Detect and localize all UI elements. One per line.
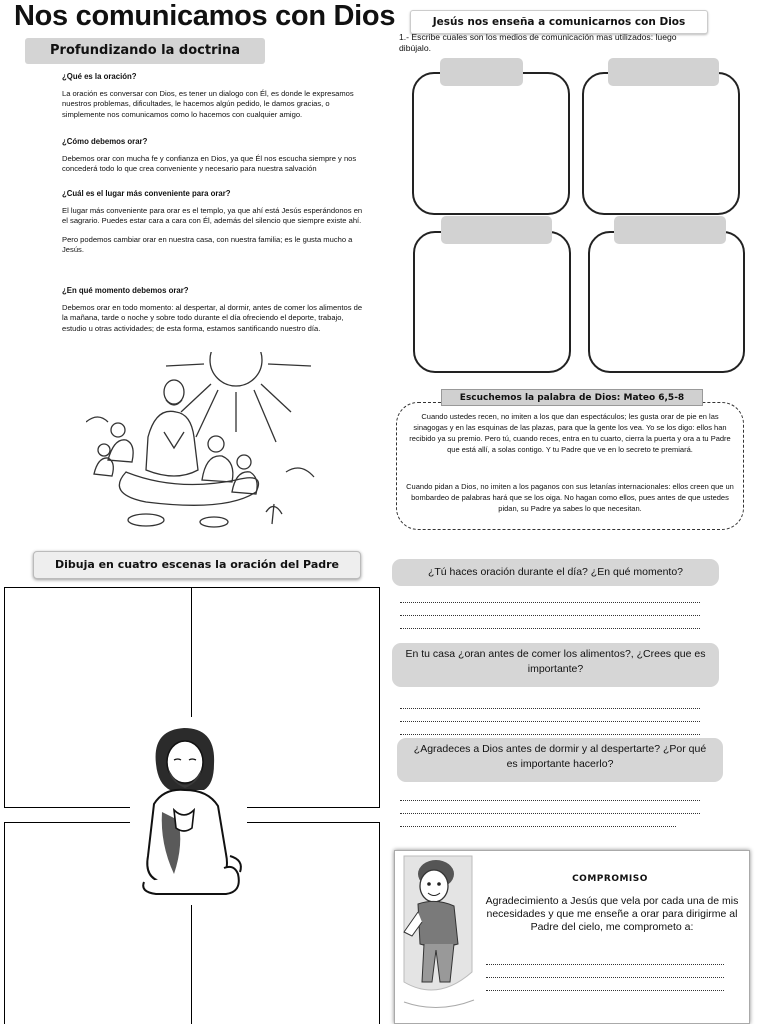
- card-label-tab[interactable]: [441, 216, 552, 244]
- paragraph: El lugar más conveniente para orar es el templo, ya que ahí está Jesús esperándonos en el sagrario. Puedes estar cara a cara con Él, además del silencio que siempre existe ahí.: [62, 205, 363, 226]
- answer-lines[interactable]: [400, 590, 700, 629]
- scripture-paragraph: Cuando ustedes recen, no imiten a los que dan espectáculos; les gusta orar de pie en las sinagogas y en las esquinas de las plazas, para que la gente los vea. Yo se los digo: ellos han recibido ya su premio. Pero tú, cuando reces, entra en tu cuarto, cierra la puerta y ora a tu Padre que está allí, a solas contigo. Y tu Padre que ve en lo secreto te premiará.: [409, 412, 731, 454]
- doctrine-section-2: [62, 137, 367, 175]
- paragraph: Debemos orar con mucha fe y confianza en Dios, ya que Él nos escucha siempre y nos concederá todo lo que crea conveniente y necesario para nuestra salvación: [62, 153, 357, 174]
- doctrine-section-1: [62, 72, 367, 120]
- drawing-card[interactable]: [582, 72, 740, 215]
- commitment-answer-lines[interactable]: [486, 952, 724, 991]
- doctrine-section-3: [62, 189, 367, 256]
- question-heading: ¿Qué es la oración?: [62, 72, 137, 81]
- jesus-kneeling-praying-illustration: [134, 724, 246, 896]
- scripture-paragraph: Cuando pidan a Dios, no imiten a los paganos con sus letanías internacionales: ellos creen que un bombardeo de palabras hará que se los oiga. No hagan como ellos, pues antes de que ustedes pidan, su Padre ya sabes lo que necesitan.: [406, 482, 734, 513]
- boy-pointing-illustration: [398, 852, 478, 1020]
- question-heading: ¿En qué momento debemos orar?: [62, 286, 189, 295]
- answer-lines[interactable]: [400, 788, 700, 827]
- paragraph: La oración es conversar con Dios, es tener un dialogo con Él, es donde le expresamos nuestros problemas, dificultades, le hacemos algún pedido, le damos gracias, o simplemente nos comunicamos como lo hacemos con cualquier amigo.: [62, 88, 354, 119]
- instruction-text: 1.- Escribe cuales son los medios de comunicación mas utilizados: luego dibújalo.: [399, 32, 677, 53]
- commitment-title: COMPROMISO: [572, 874, 648, 884]
- doctrine-section-4: [62, 286, 367, 334]
- answer-lines[interactable]: [400, 696, 700, 735]
- page-title: Nos comunicamos con Dios: [14, 0, 396, 32]
- card-label-tab[interactable]: [440, 58, 523, 86]
- scripture-title: Escuchemos la palabra de Dios: Mateo 6,5-8: [441, 389, 703, 406]
- card-label-tab[interactable]: [608, 58, 719, 86]
- paragraph: Debemos orar en todo momento: al despertar, al dormir, antes de comer los alimentos de la mañana, tarde o noche y sobre todo durante el día ofreciendo el deporte, trabajo, estudio u otras actividades; de esta forma, estamos santificando nuestro día.: [62, 302, 363, 333]
- drawing-card[interactable]: [412, 72, 570, 215]
- doctrine-banner: Profundizando la doctrina: [25, 38, 265, 64]
- question-heading: ¿Cuál es el lugar más conveniente para orar?: [62, 189, 231, 198]
- question-1: ¿Tú haces oración durante el día? ¿En qué momento?: [392, 559, 719, 586]
- drawing-card[interactable]: [588, 231, 745, 373]
- question-3: ¿Agradeces a Dios antes de dormir y al despertarte? ¿Por qué es importante hacerlo?: [397, 738, 723, 782]
- commitment-text: Agradecimiento a Jesús que vela por cada una de mis necesidades y que me enseñe a orar para dirigirme al Padre del cielo, me comprometo a:: [485, 895, 739, 933]
- paragraph: Pero podemos cambiar orar en nuestra casa, con nuestra familia; es le gusta mucho a Jesús.: [62, 234, 353, 255]
- card-label-tab[interactable]: [614, 216, 726, 244]
- communication-banner: Jesús nos enseña a comunicarnos con Dios: [410, 10, 708, 34]
- drawing-card[interactable]: [413, 231, 571, 373]
- question-2: En tu casa ¿oran antes de comer los alimentos?, ¿Crees que es importante?: [392, 643, 719, 687]
- jesus-praying-illustration: [86, 352, 318, 532]
- draw-scenes-banner: Dibuja en cuatro escenas la oración del Padre: [33, 551, 361, 579]
- question-heading: ¿Cómo debemos orar?: [62, 137, 148, 146]
